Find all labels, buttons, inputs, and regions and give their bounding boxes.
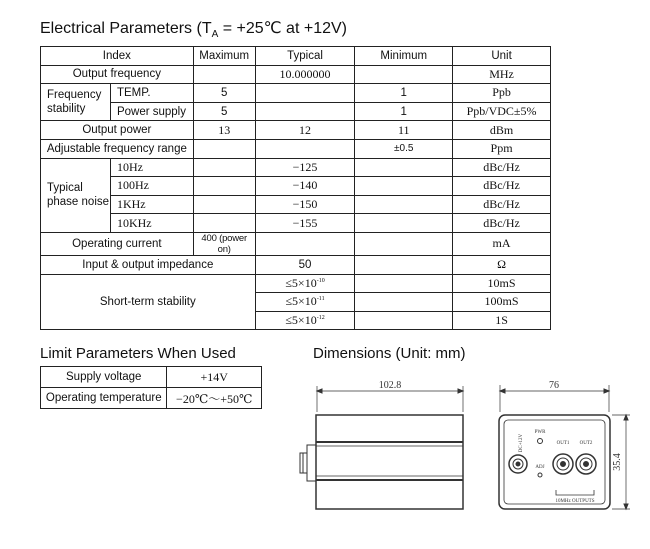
electrical-parameters-table <box>40 46 551 330</box>
sub-label: 10Hz <box>110 158 193 177</box>
cell-unit: 1S <box>453 311 551 330</box>
cell-typical: 10.000000 <box>255 65 355 84</box>
row-label: Adjustable frequency range <box>41 139 194 158</box>
table-row <box>41 84 551 103</box>
header-typical: Typical <box>255 47 355 66</box>
table-row <box>41 195 551 214</box>
header-index: Index <box>41 47 194 66</box>
cell-unit: MHz <box>453 65 551 84</box>
table-header-row <box>41 47 551 66</box>
cell-value: +14V <box>167 367 262 388</box>
cell-typical: −155 <box>255 214 355 233</box>
row-label: Output power <box>41 121 194 140</box>
row-label: Supply voltage <box>41 367 167 388</box>
cell-typical: $\le 5\times 10^{-12}$ <box>255 311 355 330</box>
table-row <box>41 232 551 255</box>
cell-unit: mA <box>453 232 551 255</box>
row-label: Operating temperature <box>41 388 167 409</box>
cell-typical: $\le 5\times 10^{-11}$ <box>255 293 355 312</box>
row-label: Input & output impedance <box>41 255 256 274</box>
table-row <box>41 121 551 140</box>
cell-maximum: 13 <box>193 121 255 140</box>
table-row <box>41 388 262 409</box>
row-label: Typical phase noise <box>41 158 111 232</box>
dc-input-label: DC+12V <box>519 433 524 453</box>
cell-minimum: 1 <box>355 84 453 103</box>
outputs-label: 10MHz OUTPUTS <box>555 499 595 504</box>
sub-label: 10KHz <box>110 214 193 233</box>
cell-unit: 100mS <box>453 293 551 312</box>
table-row <box>41 65 551 84</box>
table-row <box>41 158 551 177</box>
row-label: Short-term stability <box>41 274 256 330</box>
cell-unit: dBc/Hz <box>453 158 551 177</box>
dimensions-title: Dimensions (Unit: mm) <box>313 345 466 362</box>
cell-unit: Ppb <box>453 84 551 103</box>
table-row <box>41 214 551 233</box>
sub-label: 1KHz <box>110 195 193 214</box>
sub-label: 100Hz <box>110 177 193 196</box>
cell-unit: Ppm <box>453 139 551 158</box>
table-row <box>41 274 551 293</box>
cell-value: −20℃～+50℃ <box>167 388 262 409</box>
height-dimension-label: 35.4 <box>612 453 623 471</box>
length-dimension-label: 102.8 <box>378 380 402 391</box>
cell-minimum: ±0.5 <box>355 139 453 158</box>
cell-maximum: 5 <box>193 84 255 103</box>
side-view <box>300 386 463 509</box>
width-dimension-label: 76 <box>549 380 559 391</box>
sub-label: Power supply <box>110 102 193 121</box>
cell-typical: 12 <box>255 121 355 140</box>
header-unit: Unit <box>453 47 551 66</box>
sub-label: TEMP. <box>110 84 193 103</box>
cell-unit: dBc/Hz <box>453 195 551 214</box>
electrical-title: Electrical Parameters ($T_A$ = +25℃ at +12V) <box>40 20 347 41</box>
limit-parameters-table <box>40 366 262 409</box>
front-view <box>499 385 630 509</box>
cell-typical: −125 <box>255 158 355 177</box>
cell-unit: 10mS <box>453 274 551 293</box>
cell-unit: dBc/Hz <box>453 214 551 233</box>
table-row <box>41 177 551 196</box>
row-label: Frequency stability <box>41 84 111 121</box>
cell-maximum: 400 (power on) <box>193 232 255 255</box>
cell-unit: dBc/Hz <box>453 177 551 196</box>
pwr-label: PWR <box>534 430 546 435</box>
header-minimum: Minimum <box>355 47 453 66</box>
cell-typical: −140 <box>255 177 355 196</box>
cell-minimum: 11 <box>355 121 453 140</box>
cell-minimum: 1 <box>355 102 453 121</box>
cell-typical: −150 <box>255 195 355 214</box>
cell-typical: 50 <box>255 255 355 274</box>
table-row <box>41 102 551 121</box>
table-row <box>41 367 262 388</box>
cell-unit: Ppb/VDC±5% <box>453 102 551 121</box>
cell-unit: Ω <box>453 255 551 274</box>
cell-typical: $\le 5\times 10^{-10}$ <box>255 274 355 293</box>
row-label: Output frequency <box>41 65 194 84</box>
cell-unit: dBm <box>453 121 551 140</box>
table-row <box>41 255 551 274</box>
table-row <box>41 139 551 158</box>
out1-label: OUT1 <box>556 441 570 446</box>
out2-label: OUT2 <box>579 441 593 446</box>
cell-maximum: 5 <box>193 102 255 121</box>
row-label: Operating current <box>41 232 194 255</box>
limit-title: Limit Parameters When Used <box>40 345 236 362</box>
header-maximum: Maximum <box>193 47 255 66</box>
adj-label: ADJ <box>535 465 545 470</box>
